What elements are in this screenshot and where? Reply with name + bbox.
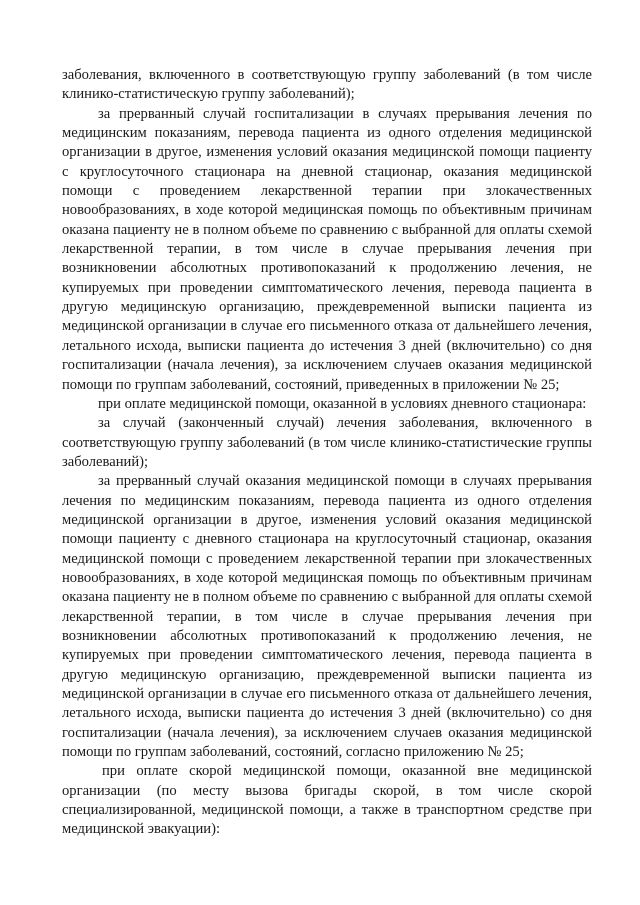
document-page [62, 66, 592, 840]
paragraph-continuation: заболевания, включенного в соответствующую группу заболеваний (в том числе клинико-статистическую группу заболеваний); [62, 67, 592, 103]
paragraph-completed-case: за случай (законченный случай) лечения заболевания, включенного в соответствующую группу заболеваний (в том числе клинико-статистические группы заболеваний); [62, 415, 592, 470]
paragraph-interrupted-day-hospital-case: за прерванный случай оказания медицинской помощи в случаях прерывания лечения по медицинским показаниям, перевода пациента из одного отделения медицинской организации в другое, изменения условий оказания медицинской помощи пациенту с дневного стационара на круглосуточный стационар, оказания медицинской помощи с проведением лекарственной терапии при злокачественных новообразованиях, в ходе которой медицинская помощь по объективным причинам оказана пациенту не в полном объеме по сравнению с выбранной для оплаты схемой лекарственной терапии, в том числе в случае прерывания лечения при возникновении абсолютных противопоказаний к продолжению лечения, не купируемых при проведении симптоматического лечения, перевода пациента в другую медицинскую организацию, преждевременной выписки пациента из медицинской организации в случае его письменного отказа от дальнейшего лечения, летального исхода, выписки пациента до истечения 3 дней (включительно) со дня госпитализации (начала лечения), за исключением случаев оказания медицинской помощи по группам заболеваний, состояний, согласно приложению № 25; [62, 473, 592, 761]
paragraph-day-hospital-payment: при оплате медицинской помощи, оказанной в условиях дневного стационара: [98, 395, 587, 412]
paragraph-interrupted-hospital-case: за прерванный случай госпитализации в случаях прерывания лечения по медицинским показаниям, перевода пациента из одного отделения медицинской организации в другое, изменения условий оказания медицинской помощи пациенту с круглосуточного стационара на дневной стационар, оказания медицинской помощи с проведением лекарственной терапии при злокачественных новообразованиях, в ходе которой медицинская помощь по объективным причинам оказана пациенту не в полном объеме по сравнению с выбранной для оплаты схемой лекарственной терапии, в том числе в случае прерывания лечения при возникновении абсолютных противопоказаний к продолжению лечения, не купируемых при проведении симптоматического лечения, перевода пациента в другую медицинскую организацию, преждевременной выписки пациента из медицинской организации в случае его письменного отказа от дальнейшего лечения, летального исхода, выписки пациента до истечения 3 дней (включительно) со дня госпитализации (начала лечения), за исключением случаев оказания медицинской помощи по группам заболеваний, состояний, приведенных в приложении № 25; [62, 105, 592, 393]
paragraph-emergency-care-payment: при оплате скорой медицинской помощи, оказанной вне медицинской организации (по месту вызова бригады скорой, в том числе скорой специализированной, медицинской помощи, а также в транспортном средстве при медицинской эвакуации): [62, 763, 592, 838]
